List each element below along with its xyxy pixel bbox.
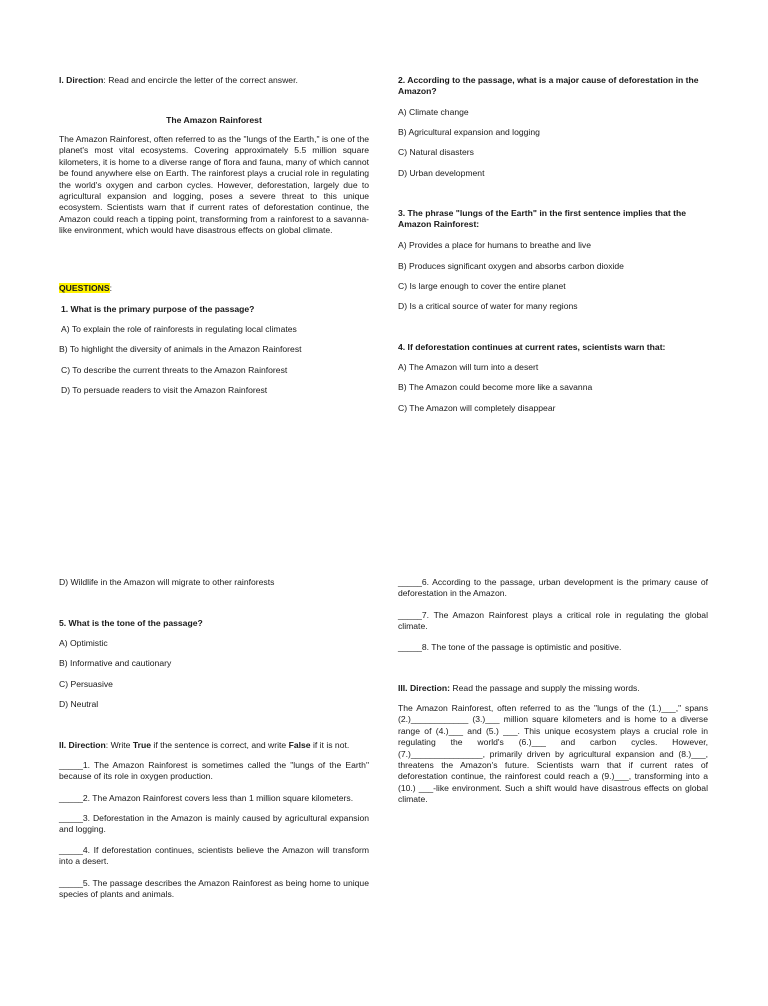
q3-option-d: D) Is a critical source of water for many regions [398,301,578,311]
questions-label: QUESTIONS [59,283,110,293]
cloze-passage: The Amazon Rainforest, often referred to as the "lungs of the (1.)___," spans (2.)____________ (3.)___ million square kilometers and is home to a diverse range of (4.)___ and (5.) ___. This unique ecosystem plays a crucial role in regulating the world's (6.)___ and carbon cycles. However, (7.)_______________, primarily driven by agricultural expansion and (8.)___, threatens the Amazon's future. Scientists warn that if current rates of deforestation continue, the rainforest could reach a (9.)___, transforming into a (10.) ___-like environment. Such a shift would have disastrous effects on global climate. [398,703,708,805]
q5-option-d: D) Neutral [59,699,99,709]
q2-option-b: B) Agricultural expansion and logging [398,127,540,137]
part3-direction [398,683,710,694]
q2-option-c: C) Natural disasters [398,147,474,157]
q1-option-c: C) To describe the current threats to the Amazon Rainforest [61,365,288,375]
part2-true-word: True [132,740,152,750]
q3-option-b: B) Produces significant oxygen and absorbs carbon dioxide [398,261,624,271]
q1-stem: 1. What is the primary purpose of the passage? [61,304,255,314]
q4-option-c: C) The Amazon will completely disappear [398,403,556,413]
part1-text: : Read and encircle the letter of the correct answer. [103,75,298,85]
q4-option-b: B) The Amazon could become more like a savanna [398,382,593,392]
q5-option-c: C) Persuasive [59,679,113,689]
q3-stem: 3. The phrase "lungs of the Earth" in the first sentence implies that the Amazon Rainforest: [398,208,686,230]
part1-direction [59,75,379,86]
questions-heading [59,283,259,294]
part2-text-a: : Write [105,740,133,750]
passage-body: The Amazon Rainforest, often referred to as the "lungs of the Earth," is one of the planet's most vital ecosystems. Covering approximately 5.5 million square kilometers, it is home to a diverse range of flora and fauna, many of which cannot be found anywhere else on Earth. The rainforest plays a crucial role in regulating the world's oxygen and carbon cycles. However, deforestation, largely due to agricultural expansion and logging, poses a severe threat to this unique ecosystem. Scientists warn that if current rates of deforestation continue, the Amazon could reach a tipping point, transforming from a rainforest to a savanna-like environment, which would have disastrous effects on global climate. [59,134,369,236]
q1-option-a: A) To explain the role of rainforests in regulating local climates [61,324,297,334]
tf-item-8: _____8. The tone of the passage is optimistic and positive. [398,642,622,652]
questions-colon: : [109,283,113,293]
tf-item-2: _____2. The Amazon Rainforest covers less than 1 million square kilometers. [59,793,354,803]
q2-option-a: A) Climate change [398,107,469,117]
tf-item-6: _____6. According to the passage, urban development is the primary cause of deforestation in the Amazon. [398,577,708,599]
part2-false-word: False [288,740,311,750]
q5-stem: 5. What is the tone of the passage? [59,618,203,628]
tf-item-1: _____1. The Amazon Rainforest is sometimes called the "lungs of the Earth" because of its role in oxygen production. [59,760,369,782]
part3-label: III. Direction: [398,683,451,693]
part2-direction [59,740,371,751]
tf-item-7: _____7. The Amazon Rainforest plays a critical role in regulating the global climate. [398,610,708,632]
tf-item-4: _____4. If deforestation continues, scientists believe the Amazon will transform into a desert. [59,845,369,867]
q1-option-b: B) To highlight the diversity of animals in the Amazon Rainforest [59,344,302,354]
q3-option-a: A) Provides a place for humans to breathe and live [398,240,591,250]
tf-item-5: _____5. The passage describes the Amazon Rainforest as being home to unique species of plants and animals. [59,878,369,900]
part3-text: Read the passage and supply the missing words. [450,683,640,693]
q4-option-a: A) The Amazon will turn into a desert [398,362,539,372]
part2-text-b: if the sentence is correct, and write [151,740,289,750]
q1-option-d: D) To persuade readers to visit the Amazon Rainforest [61,385,268,395]
q3-option-c: C) Is large enough to cover the entire planet [398,281,566,291]
q2-option-d: D) Urban development [398,168,485,178]
part1-label: I. Direction [59,75,104,85]
q4-option-d: D) Wildlife in the Amazon will migrate to other rainforests [59,577,275,587]
tf-item-3: _____3. Deforestation in the Amazon is mainly caused by agricultural expansion and logging. [59,813,369,835]
q4-stem: 4. If deforestation continues at current rates, scientists warn that: [398,342,666,352]
part2-text-c: if it is not. [310,740,350,750]
part2-label: II. Direction [59,740,106,750]
q2-stem: 2. According to the passage, what is a major cause of deforestation in the Amazon? [398,75,699,97]
q5-option-a: A) Optimistic [59,638,108,648]
q5-option-b: B) Informative and cautionary [59,658,172,668]
passage-title: The Amazon Rainforest [166,115,262,125]
